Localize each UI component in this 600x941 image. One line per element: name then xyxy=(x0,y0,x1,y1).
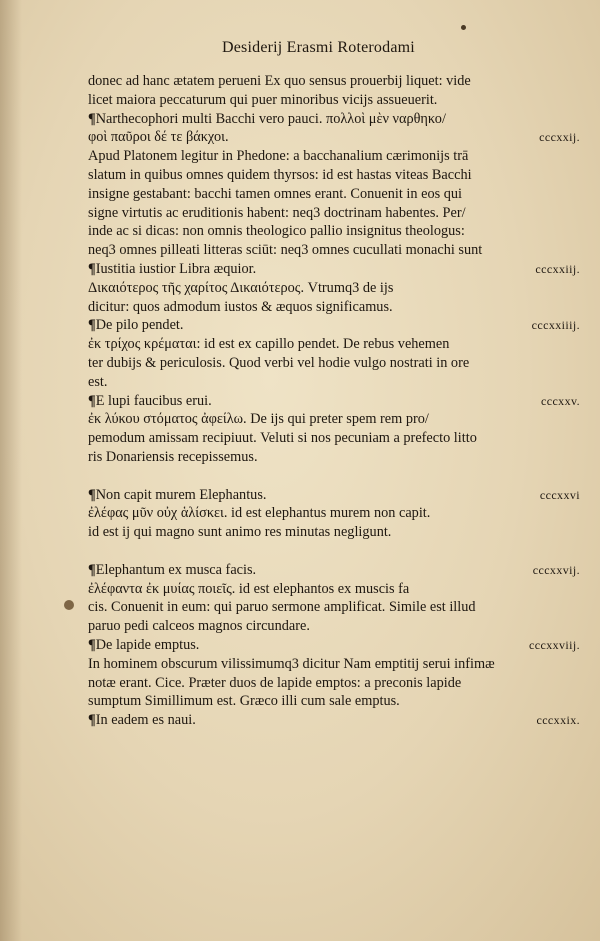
pilcrow-mark: ¶ xyxy=(88,392,96,409)
text-line: paruo pedi calceos magnos circundare. xyxy=(88,618,310,635)
pilcrow-mark: ¶ xyxy=(88,636,96,653)
adagia-text xyxy=(88,72,584,730)
text-line: licet maiora peccaturum qui puer minoribus vicijs assueuerit. xyxy=(88,91,438,108)
adage-number: cccxxvij. xyxy=(532,562,580,577)
page-edge-shadow xyxy=(0,0,22,941)
adage-heading: ¶De pilo pendet. cccxxiiij. xyxy=(88,317,580,334)
pilcrow-mark: ¶ xyxy=(88,712,96,729)
text-line: ter dubijs & periculosis. Quod verbi vel hodie vulgo nostrati in ore xyxy=(88,354,470,371)
text-line: ἐλέφας μῦν οὐχ ἁλίσκει. id est elephantus murem non capit. xyxy=(88,505,431,522)
adage-heading: ¶In eadem es naui. cccxxix. xyxy=(88,712,580,729)
text-line: cis. Conuenit in eum: qui paruo sermone amplificat. Simile est illud xyxy=(88,599,476,616)
text-line: donec ad hanc ætatem perueni Ex quo sensus prouerbij liquet: vide xyxy=(88,73,471,89)
text-line: ris Donariensis recepissemus. xyxy=(88,448,258,465)
text-line: id est ij qui magno sunt animo res minutas negligunt. xyxy=(88,524,392,541)
pilcrow-mark: ¶ xyxy=(88,486,96,503)
text-line: In hominem obscurum vilissimumq3 dicitur Nam emptitij serui infimæ xyxy=(88,655,495,672)
text-line: ἐλέφαντα ἐκ μυίας ποιεῖς. id est elephantos ex muscis fa xyxy=(88,580,410,597)
text-line: Δικαιότερος τῆς χαρίτος Δικαιότερος. Vtrumq3 de ijs xyxy=(88,279,394,296)
text-line: est. xyxy=(88,373,108,390)
adage-heading: ¶Non capit murem Elephantus. cccxxvi xyxy=(88,486,580,503)
text-line: ἐκ λύκου στόματος ἀφείλω. De ijs qui preter spem rem pro/ xyxy=(88,411,429,428)
pilcrow-mark: ¶ xyxy=(88,260,96,277)
pilcrow-mark: ¶ xyxy=(88,317,96,334)
ink-dot xyxy=(461,25,466,30)
text-line: insigne gestabant: bacchi tamen omnes erant. Conuenit in eos qui xyxy=(88,185,463,202)
adage-heading: ¶E lupi faucibus erui. cccxxv. xyxy=(88,392,580,409)
adage-heading: ¶De lapide emptus. cccxxviij. xyxy=(88,636,580,653)
text-line: pemodum amissam recipiuut. Veluti si nos pecuniam a prefecto litto xyxy=(88,430,477,447)
adage-number: cccxxviij. xyxy=(529,637,580,652)
adage-number: cccxxij. xyxy=(539,130,580,145)
adage-number: cccxxix. xyxy=(536,713,580,728)
text-line: inde ac si dicas: non omnis theologico pallio insignitus theologus: xyxy=(88,223,465,240)
ink-stain xyxy=(64,600,74,610)
adage-number: cccxxv. xyxy=(541,393,580,408)
adage-heading: ¶Elephantum ex musca facis. cccxxvij. xyxy=(88,561,580,578)
text-line: φοὶ παῦροι δέ τε βάκχοι. cccxxij. xyxy=(88,129,580,146)
adage-number: cccxxiiij. xyxy=(531,318,580,333)
text-line: notæ erant. Cice. Præter duos de lapide emptos: a preconis lapide xyxy=(88,674,462,691)
text-line: sumptum Simillimum est. Græco illi cum sale emptus. xyxy=(88,693,400,710)
text-line: neq3 omnes pilleati litteras sciūt: neq3 omnes cucullati monachi sunt xyxy=(88,242,483,259)
running-head: Desiderij Erasmi Roterodami xyxy=(222,39,415,56)
text-line: ἐκ τρίχος κρέμαται: id est ex capillo pendet. De rebus vehemen xyxy=(88,336,450,353)
adage-number: cccxxvi xyxy=(539,487,580,502)
adage-number: cccxxiij. xyxy=(535,261,580,276)
adage-heading: ¶Iustitia iustior Libra æquior. cccxxiij. xyxy=(88,260,580,277)
text-line: Apud Platonem legitur in Phedone: a bacchanalium cærimonijs trā xyxy=(88,148,469,165)
text-line: signe virtutis ac eruditionis habent: neq3 doctrinam habentes. Per/ xyxy=(88,204,466,221)
pilcrow-mark: ¶ xyxy=(88,110,96,127)
text-line: slatum in quibus omnes quidem thyrsos: id est hastas viteas Bacchi xyxy=(88,166,472,183)
text-line: dicitur: quos admodum iustos & æquos significamus. xyxy=(88,298,393,315)
pilcrow-mark: ¶ xyxy=(88,561,96,578)
adage-heading: ¶Narthecophori multi Bacchi vero pauci. πολλοὶ μὲν ναρθηκο/ xyxy=(88,110,446,127)
